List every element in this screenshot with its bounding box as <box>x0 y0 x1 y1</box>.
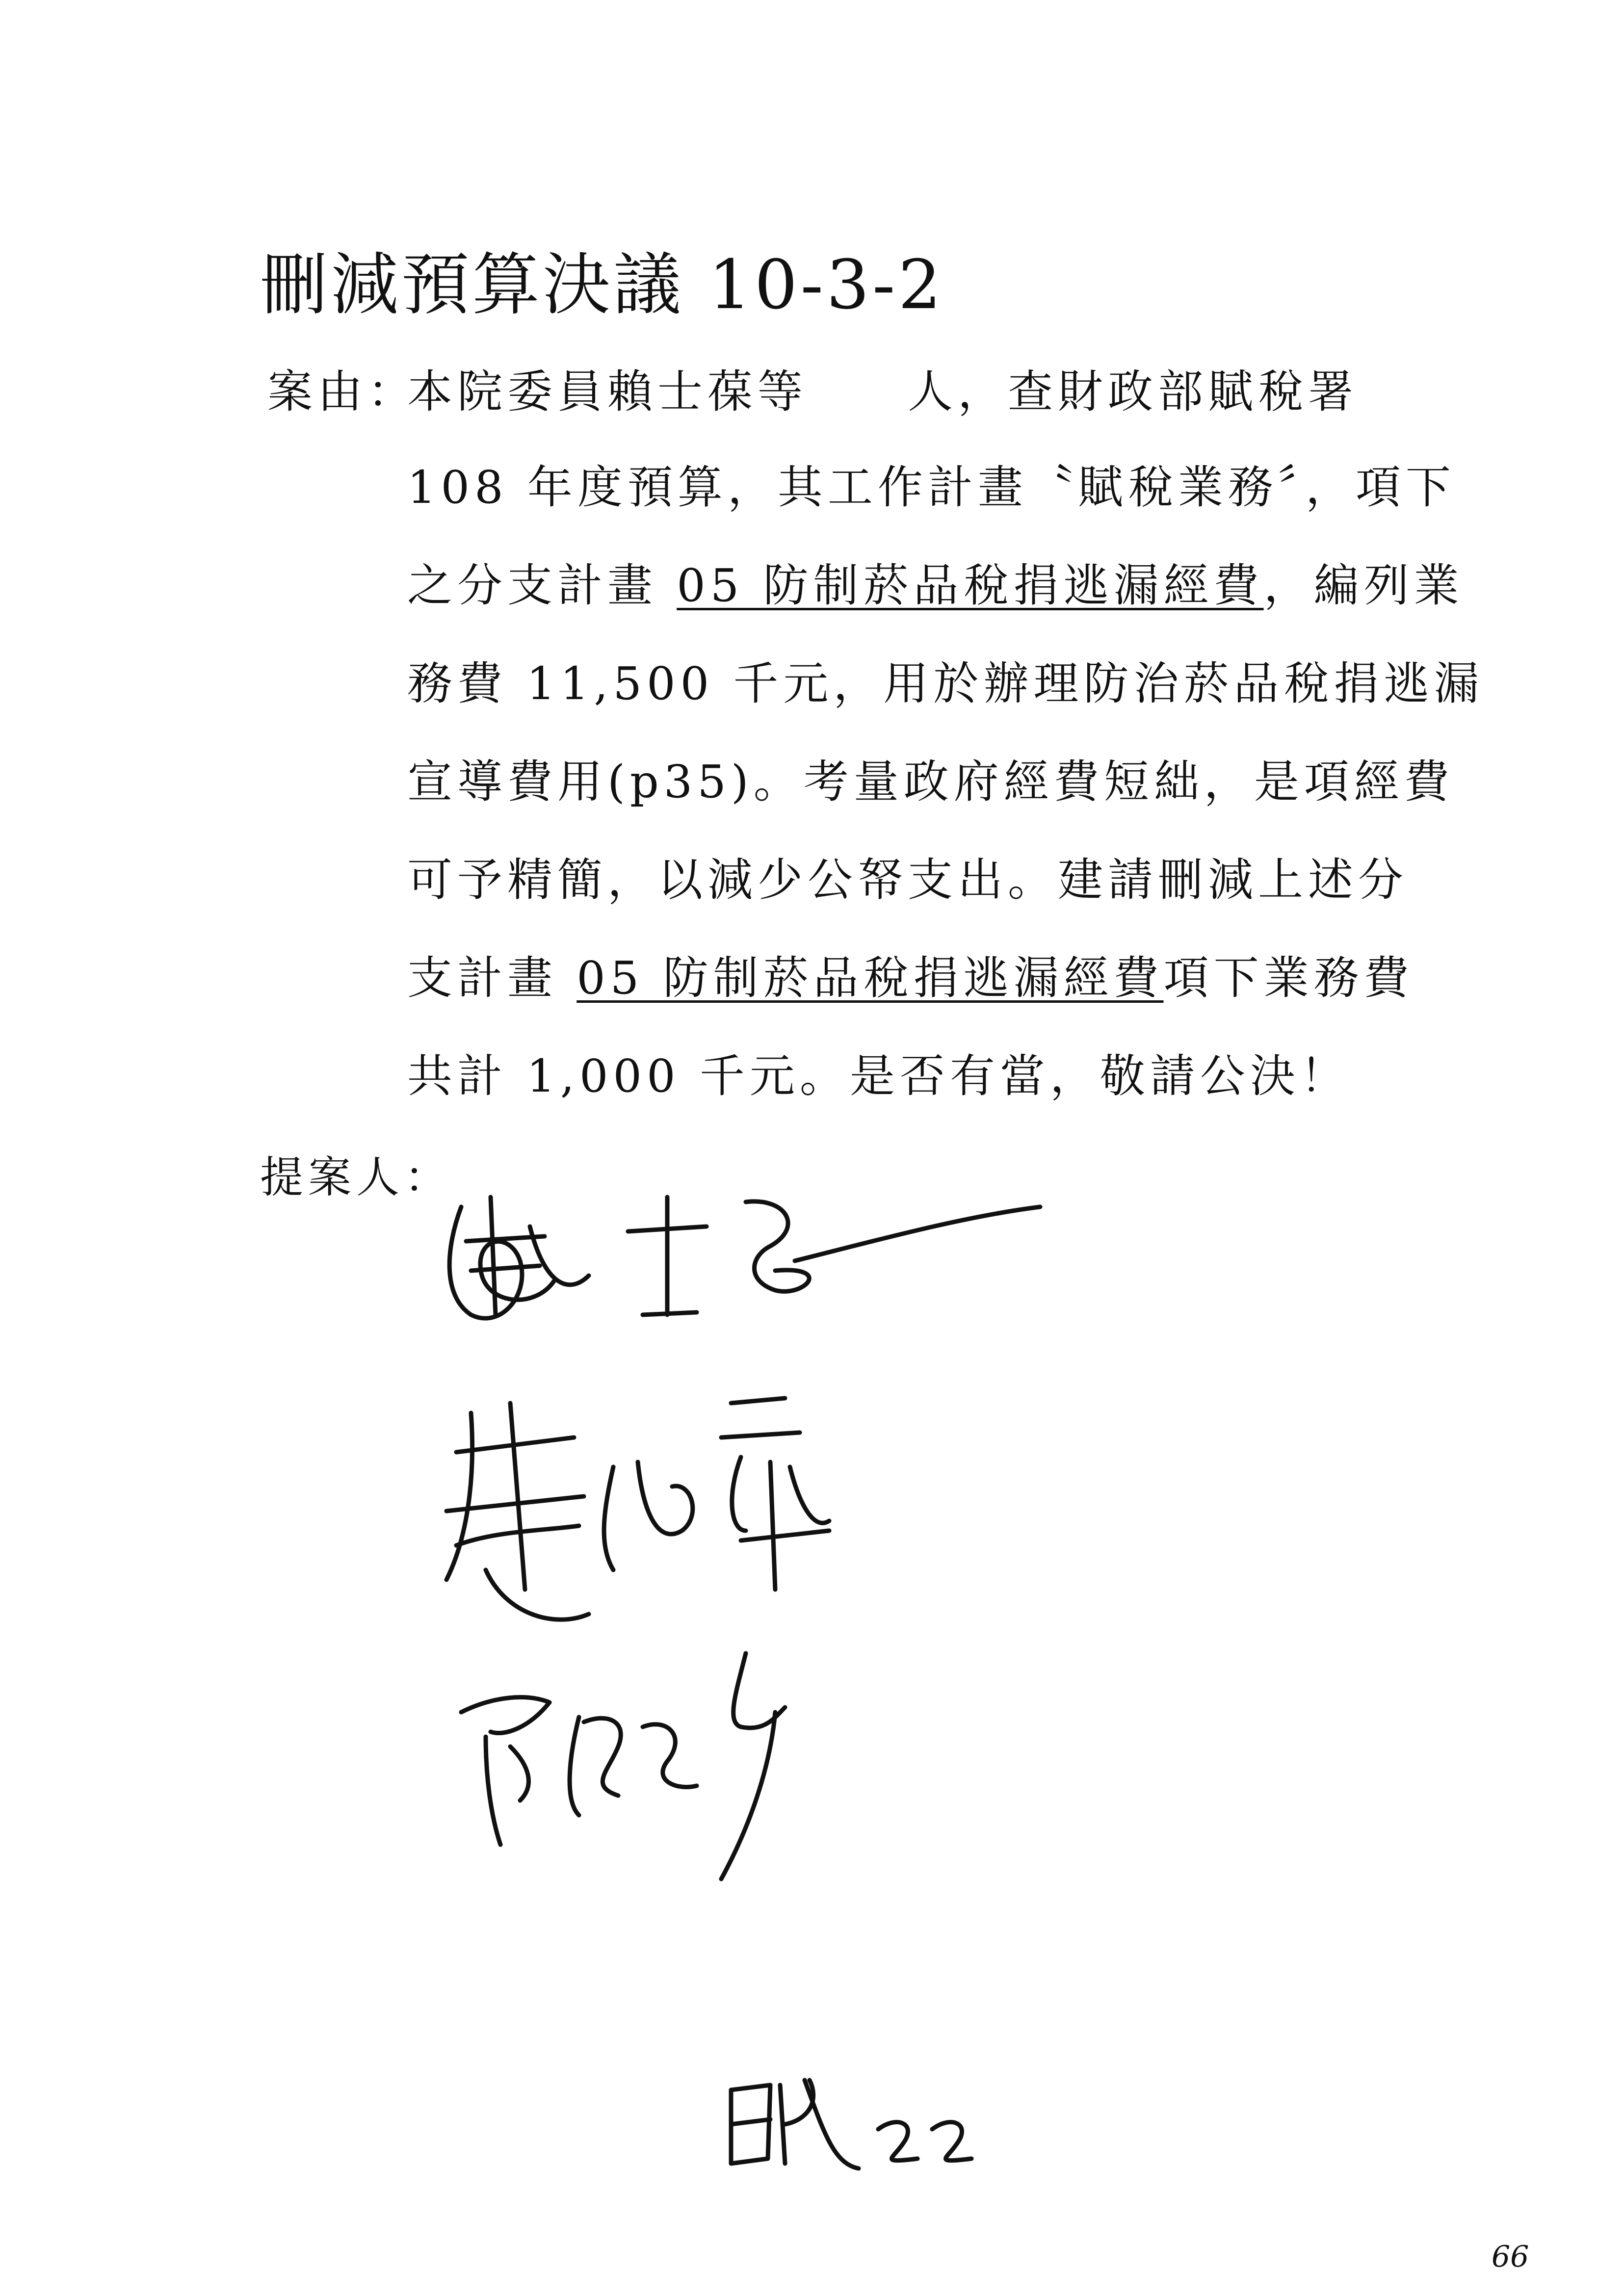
signature-2 <box>427 1383 868 1639</box>
signature-3 <box>432 1639 873 1894</box>
program-name-underlined: 05 防制菸品稅捐逃漏經費 <box>677 559 1264 612</box>
case-line-6: 可予精簡，以減少公帑支出。建請刪減上述分 <box>407 854 1409 906</box>
case-line-1: 本院委員賴士葆等 人，查財政部賦稅署 <box>407 365 1359 418</box>
case-line-2: 108 年度預算，其工作計畫〝賦稅業務〞，項下 <box>407 461 1456 514</box>
case-line-3-prefix: 之分支計畫 <box>407 559 677 612</box>
proposer-label: 提案人： <box>260 1152 453 1202</box>
case-label: 案由： <box>267 365 418 418</box>
case-line-5: 宣導費用(p35)。考量政府經費短絀，是項經費 <box>407 756 1454 808</box>
footer-stamp <box>711 2061 1006 2188</box>
case-line-7-suffix: 項下業務費 <box>1163 952 1414 1004</box>
case-line-7-prefix: 支計畫 <box>407 952 577 1004</box>
case-line-8: 共計 1,000 千元。是否有當，敬請公決！ <box>407 1050 1350 1102</box>
case-line-3 <box>407 549 1464 614</box>
page-title: 刪減預算決議 10-3-2 <box>260 245 944 324</box>
case-line-7 <box>407 942 1414 1007</box>
program-name-underlined-2: 05 防制菸品稅捐逃漏經費 <box>576 952 1164 1004</box>
signature-1 <box>432 1168 1070 1383</box>
case-line-3-suffix: ，編列業 <box>1263 559 1464 612</box>
page-number: 66 <box>1492 2240 1529 2274</box>
case-line-4: 務費 11,500 千元，用於辦理防治菸品稅捐逃漏 <box>407 657 1484 710</box>
